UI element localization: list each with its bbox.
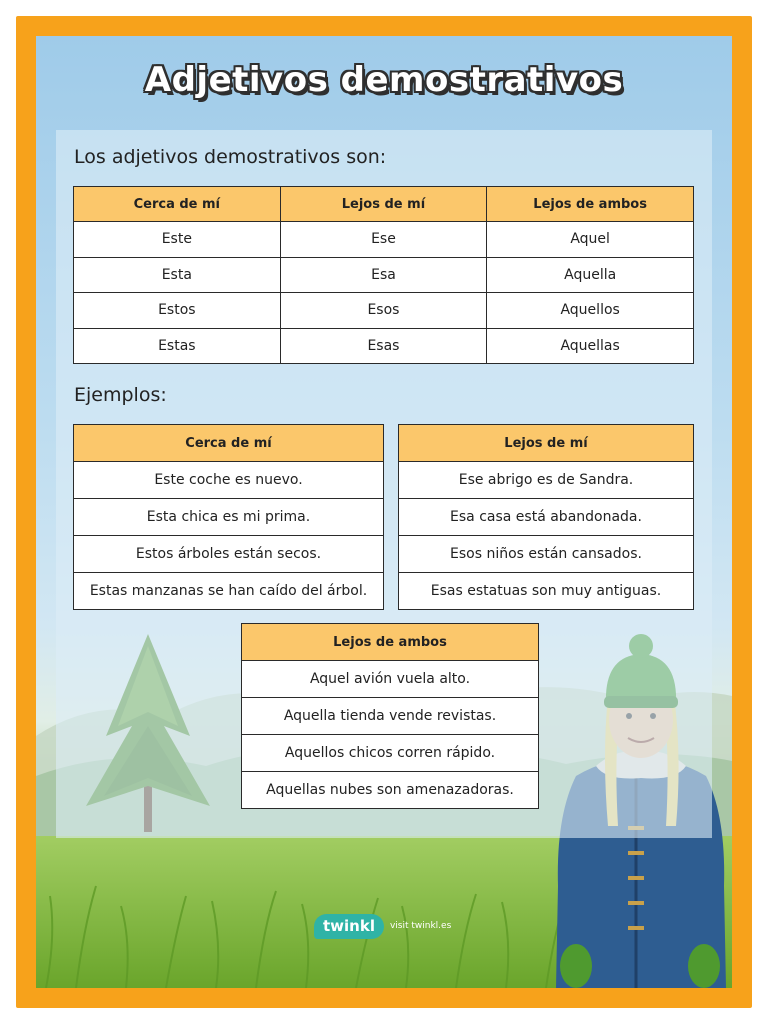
table-cell: Aquellas nubes son amenazadoras. [242,772,539,809]
column-header: Lejos de mí [280,187,487,222]
logo-badge: twinkl [314,914,384,939]
table-cell: Esta chica es mi prima. [74,499,384,536]
column-header: Lejos de ambos [242,624,539,661]
table-cell: Esos niños están cansados. [399,536,694,573]
table-cell: Aquella tienda vende revistas. [242,698,539,735]
column-header: Lejos de mí [399,425,694,462]
column-header: Cerca de mí [74,425,384,462]
table-row [399,499,694,536]
table-cell: Aquellas [487,328,694,364]
table-cell: Estos árboles están secos. [74,536,384,573]
examples-ambos-table [241,623,539,809]
table-row [74,222,694,258]
table-cell: Ese [280,222,487,258]
table-row [242,735,539,772]
twinkl-logo [314,912,451,940]
table-cell: Aquella [487,257,694,293]
table-cell: Aquel avión vuela alto. [242,661,539,698]
table-cell: Esa [280,257,487,293]
table-row [74,293,694,329]
table-row [399,573,694,610]
examples-cerca-table [73,424,384,610]
table-cell: Esas [280,328,487,364]
table-cell: Aquellos chicos corren rápido. [242,735,539,772]
table-cell: Estos [74,293,281,329]
table-cell: Esta [74,257,281,293]
table-row [242,698,539,735]
table-row [74,499,384,536]
table-row [74,462,384,499]
table-row [74,328,694,364]
table-cell: Esas estatuas son muy antiguas. [399,573,694,610]
column-header: Cerca de mí [74,187,281,222]
logo-url: visit twinkl.es [389,921,452,931]
table-row [74,257,694,293]
examples-heading: Ejemplos: [74,384,167,406]
table-cell: Aquellos [487,293,694,329]
table-cell: Estas [74,328,281,364]
table-cell: Aquel [487,222,694,258]
table-cell: Esos [280,293,487,329]
demonstratives-table [73,186,694,364]
page-title: Adjetivos demostrativos [144,60,624,100]
examples-lejos-table [398,424,694,610]
table-row [399,462,694,499]
table-row [242,772,539,809]
table-cell: Ese abrigo es de Sandra. [399,462,694,499]
column-header: Lejos de ambos [487,187,694,222]
intro-heading: Los adjetivos demostrativos son: [74,146,387,168]
table-cell: Este coche es nuevo. [74,462,384,499]
table-row [399,536,694,573]
table-cell: Esa casa está abandonada. [399,499,694,536]
table-cell: Este [74,222,281,258]
table-row [242,661,539,698]
table-cell: Estas manzanas se han caído del árbol. [74,573,384,610]
poster-background [36,36,732,988]
table-row [74,573,384,610]
table-row [74,536,384,573]
